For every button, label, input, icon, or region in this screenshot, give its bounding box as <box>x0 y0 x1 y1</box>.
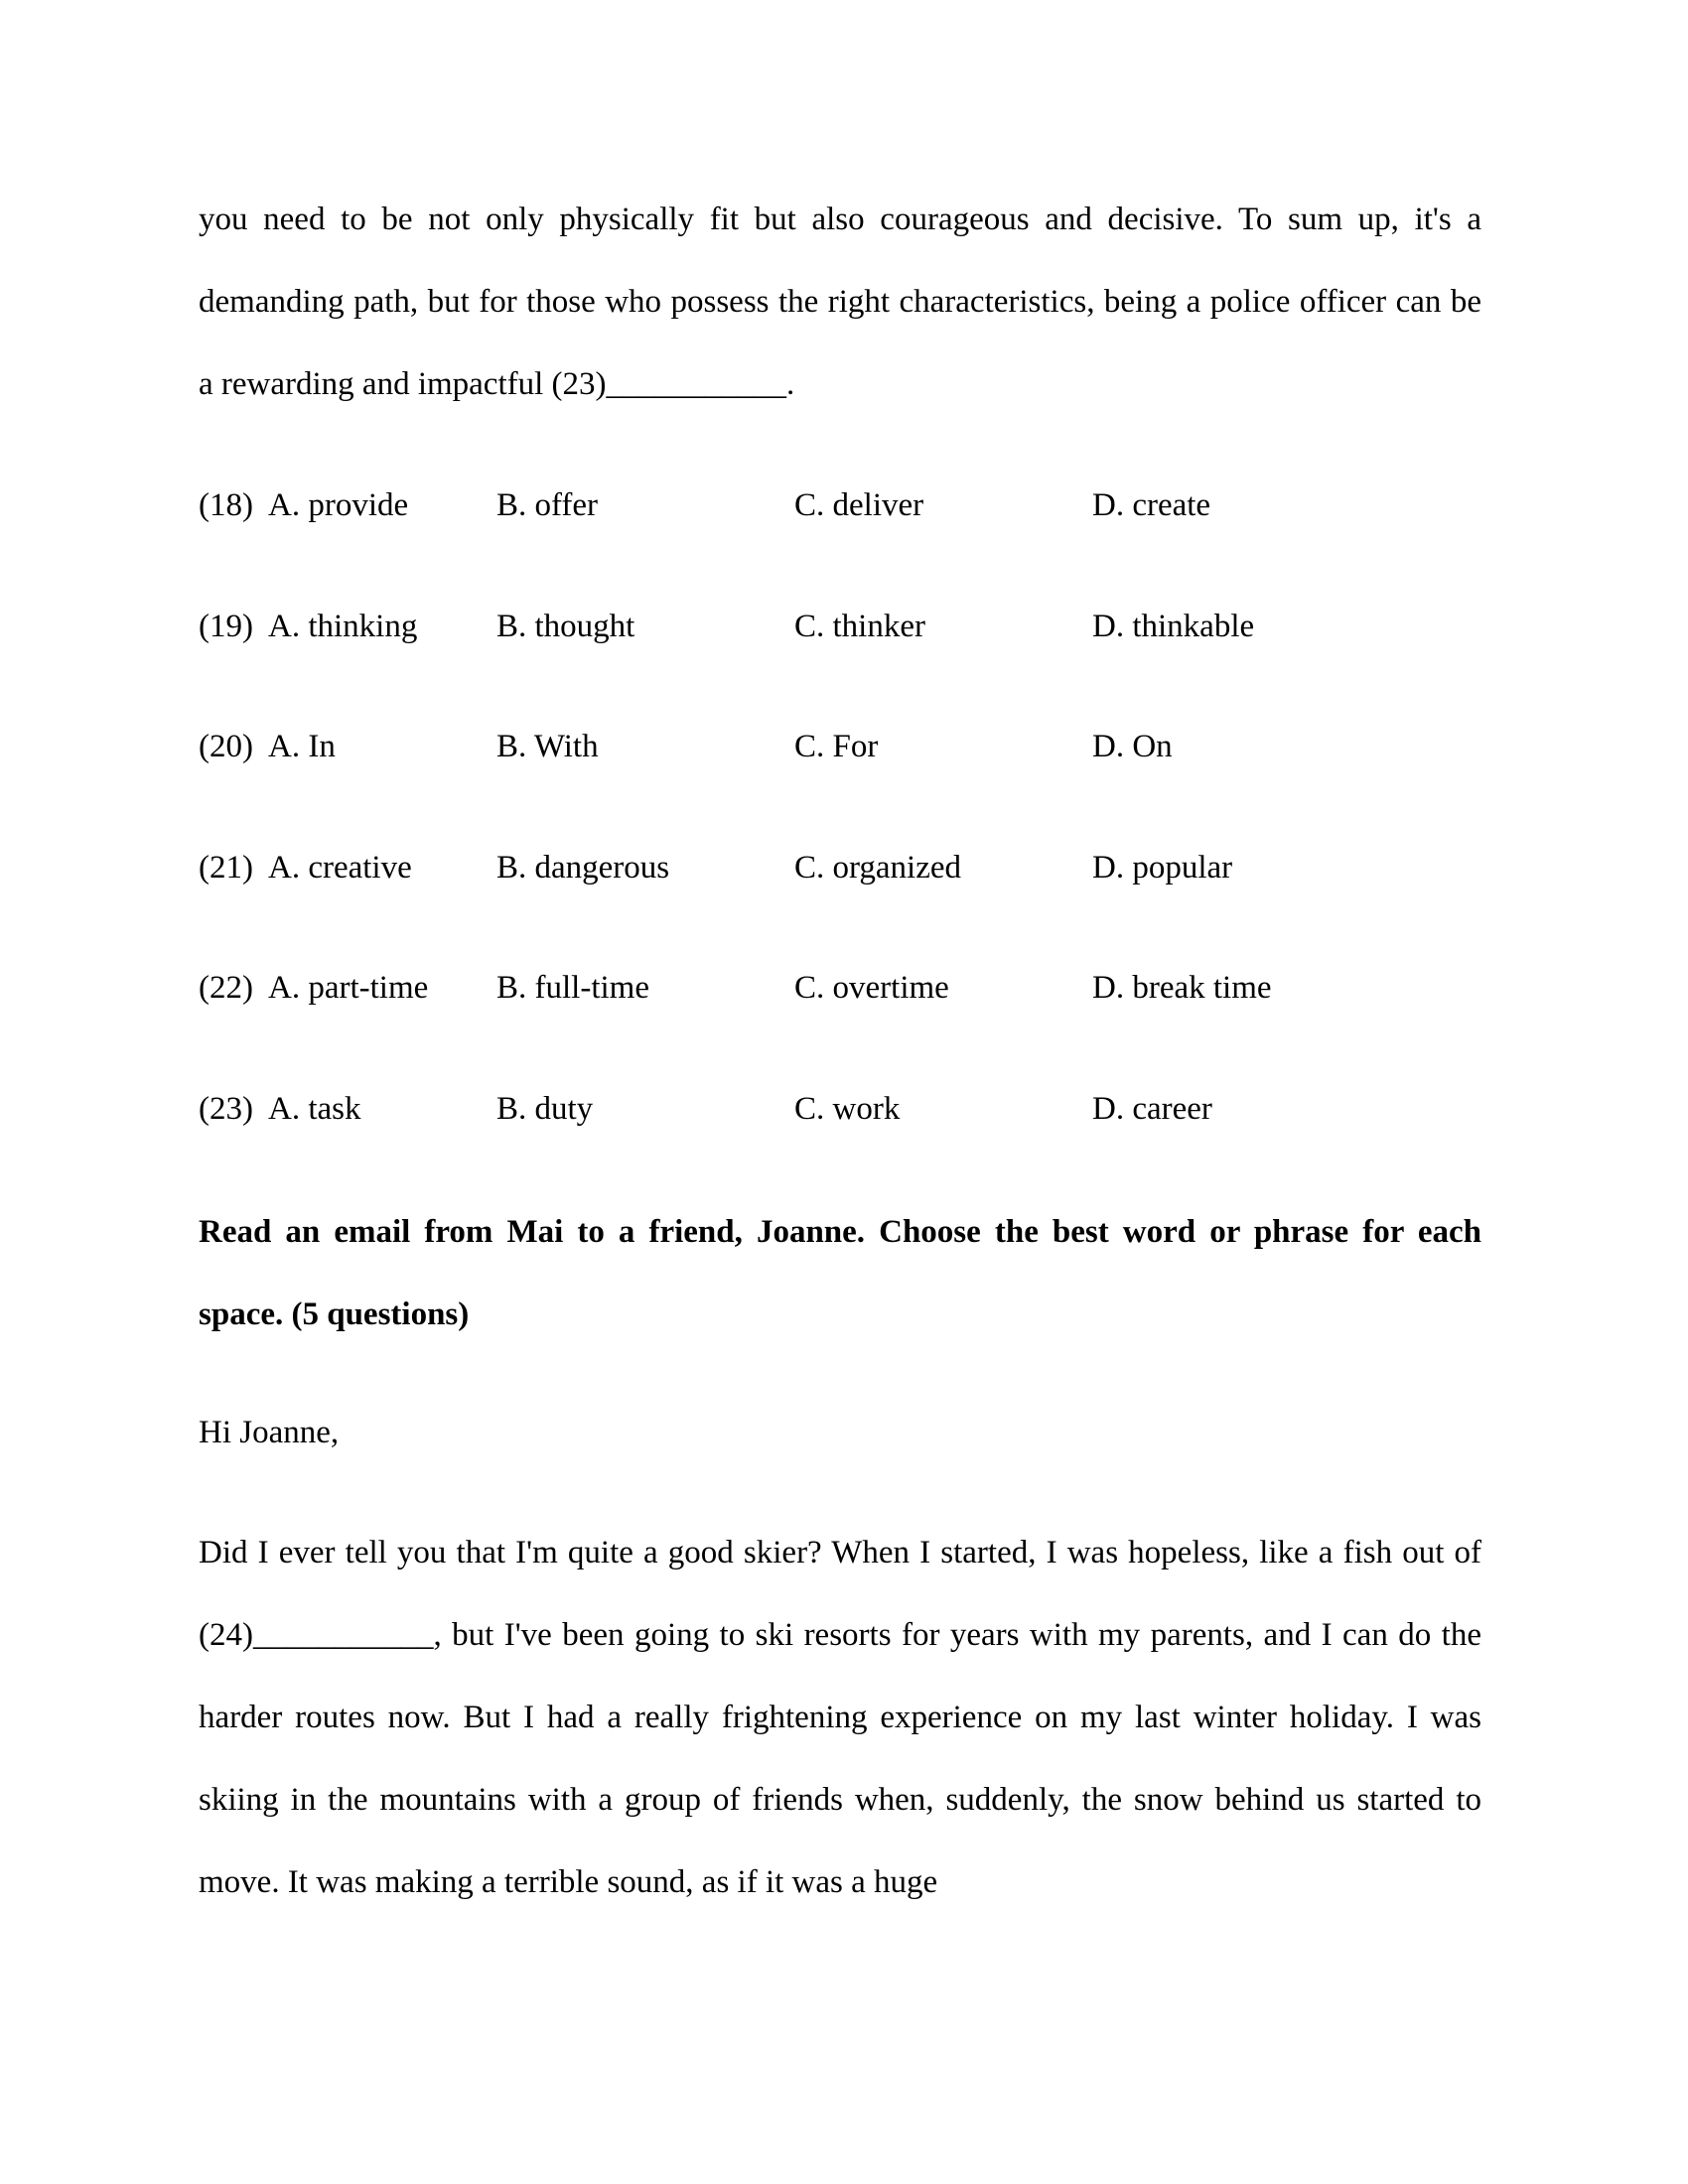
option-c: C. deliver <box>794 487 924 523</box>
section-instructions: Read an email from Mai to a friend, Joanne. Choose the best word or phrase for each space. (5 questions) <box>199 1214 1481 1332</box>
option-d: D. popular <box>1092 849 1233 886</box>
question-row <box>199 827 1481 948</box>
question-number: (23) <box>199 1090 253 1127</box>
option-c: C. organized <box>794 849 962 886</box>
option-a: A. creative <box>268 849 412 886</box>
question-number: (19) <box>199 608 253 644</box>
question-number: (18) <box>199 487 253 523</box>
question-number: (21) <box>199 849 253 886</box>
question-row <box>199 706 1481 827</box>
option-a: A. part-time <box>268 970 429 1007</box>
option-d: D. On <box>1092 729 1173 765</box>
option-c: C. thinker <box>794 608 925 644</box>
option-d: D. break time <box>1092 970 1272 1007</box>
option-c: C. overtime <box>794 970 949 1007</box>
option-a: A. task <box>268 1090 361 1127</box>
question-row <box>199 586 1481 707</box>
option-d: D. create <box>1092 487 1211 523</box>
question-row <box>199 947 1481 1068</box>
option-a: A. provide <box>268 487 409 523</box>
option-b: B. full-time <box>496 970 649 1007</box>
option-b: B. thought <box>496 608 635 644</box>
passage-continuation: you need to be not only physically fit but also courageous and decisive. To sum up, it's a demanding path, but for those who possess the right characteristics, being a police officer can be a rewarding and impactful (23)___________. <box>199 202 1481 402</box>
option-d: D. thinkable <box>1092 608 1255 644</box>
option-c: C. work <box>794 1090 901 1127</box>
question-number: (22) <box>199 970 253 1007</box>
option-c: C. For <box>794 729 879 765</box>
option-a: A. In <box>268 729 336 765</box>
question-row <box>199 1068 1481 1189</box>
option-b: B. With <box>496 729 599 765</box>
question-number: (20) <box>199 729 253 765</box>
email-greeting: Hi Joanne, <box>199 1415 340 1450</box>
email-body: Did I ever tell you that I'm quite a good skier? When I started, I was hopeless, like a fish out of (24)___________, but I've been going to ski resorts for years with my parents, and I can do the harder routes now. But I had a really frightening experience on my last winter holiday. I was skiing in the mountains with a group of friends when, suddenly, the snow behind us started to move. It was making a terrible sound, as if it was a huge <box>199 1535 1481 1900</box>
option-a: A. thinking <box>268 608 418 644</box>
question-row <box>199 465 1481 586</box>
option-b: B. duty <box>496 1090 594 1127</box>
answer-options-list <box>199 465 1481 1189</box>
option-b: B. offer <box>496 487 599 523</box>
option-b: B. dangerous <box>496 849 670 886</box>
option-d: D. career <box>1092 1090 1212 1127</box>
